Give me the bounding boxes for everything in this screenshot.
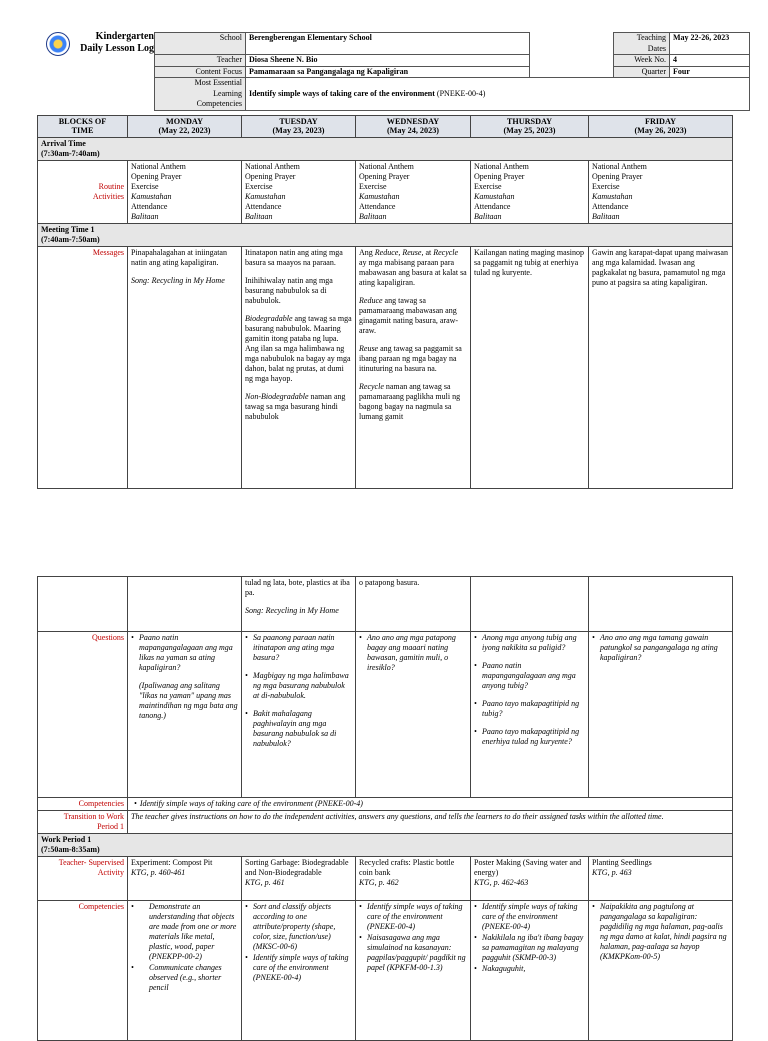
header-table-wrap <box>0 32 768 111</box>
messages-wednesday: Ang Reduce, Reuse, at Recycle ay mga mabisang paraan para mabawasan ang basura at kalat sa ating kapaligiran. Reduce ang tawag sa pamamaraang mabawasan ang ginagamit nating basura, araw-araw. Reuse ang tawag sa paggamit sa ibang paraan ng mga bagay na itinuturing na basura na. Recycle naman ang tawag sa pamamaraang paglikha muli ng bagong bagay na nagmula sa lumang gamit <box>356 246 471 488</box>
questions-monday: • Paano natin mapangangalagaan ang mga likas na yaman sa ating kapaligiran? (Ipaliwanag ang salitang "likas na yaman" upang mas maintindihan ng mga bata ang tanong.) <box>128 632 242 798</box>
routine-item: Balitaan <box>359 211 387 221</box>
routine-list-tuesday <box>242 160 356 223</box>
routine-item: National Anthem <box>474 161 529 171</box>
activity-thursday: Poster Making (Saving water and energy) KTG, p. 462-463 <box>471 857 589 901</box>
routine-item: Opening Prayer <box>359 171 410 181</box>
competencies-text: • Identify simple ways of taking care of the environment (PNEKE-00-4) <box>128 798 733 811</box>
transition-row <box>38 811 733 834</box>
messages-continued-row <box>38 577 733 632</box>
list-item: • Identify simple ways of taking care of the environment (PNEKE-00-4) <box>245 953 352 983</box>
dates-value: May 22-26, 2023 <box>670 33 750 55</box>
routine-item: Kamustahan <box>592 191 633 201</box>
list-item: • Naipakikita ang pagtulong at pangangalaga sa kapaligiran: pagdidilig ng mga halaman, pag-aalis ng mga damo at kalat, hindi pagsira ng halaman, pag-aalaga sa hayop (KMKPKom-00-5) <box>592 902 729 962</box>
list-item: • Nakikilala ng iba't ibang bagay sa pamamagitan ng malayang pagguhit (SKMP-00-3) <box>474 933 585 963</box>
competencies-work-label: Competencies <box>38 901 128 1041</box>
header-table: School Berengberengan Elementary School Teaching Dates May 22-26, 2023 Teacher Diosa Sheene N. Bio Week No. 4 Content Focus Pamamaraan sa Pangangalaga ng Kapaligiran Quarter Four Most Essential Learning Competencies Identify simple ways of taking care of the environment (PNEKE-00-4) <box>154 32 750 111</box>
list-item: • Demonstrate an understanding that objects are made from one or more materials like metal, plastic, wood, paper (PNEKPP-00-2) <box>131 902 238 962</box>
activity-wednesday: Recycled crafts: Plastic bottle coin bank KTG, p. 462 <box>356 857 471 901</box>
list-item: • Sa paanong paraan natin itinatapon ang ating mga basura? <box>245 633 352 663</box>
competencies-row <box>38 798 733 811</box>
messages-thursday: Kailangan nating maging masinop sa paggamit ng tubig at enerhiya tulad ng kuryente. <box>471 246 589 488</box>
questions-row <box>38 632 733 798</box>
routine-item: Exercise <box>359 181 387 191</box>
routine-item: Kamustahan <box>245 191 286 201</box>
competencies-wednesday <box>356 901 471 1041</box>
list-item: • Nakaguguhit, <box>474 964 585 974</box>
questions-wednesday <box>356 632 471 798</box>
competencies-thursday <box>471 901 589 1041</box>
messages-tuesday: Itinatapon natin ang ating mga basura sa maayos na paraan. Inihihiwalay natin ang mga basurang nabubulok sa di nabubulok. Biodegradable ang tawag sa mga basurang nabubulok. Maaring gamitin itong pataba ng lupa. Ang ilan sa mga halimbawa ng mga nabubulok na bagay ay mga dahon, balat ng prutas, at dumi ng mga hayop. Non-Biodegradable naman ang tawag sa mga basurang hindi nabubulok <box>242 246 356 488</box>
messages-monday: Pinapahalagahan at iniingatan natin ang ating kapaligiran. Song: Recycling in My Home <box>128 246 242 488</box>
mel-label: Most Essential Learning Competencies <box>155 78 246 111</box>
monday-header: MONDAY (May 22, 2023) <box>128 116 242 138</box>
messages-friday: Gawin ang karapat-dapat upang maiwasan ang mga kalamidad. Iwasan ang pagkakalat ng basura, pamamutol ng mga puno at pagsira sa ating kapaligiran. <box>589 246 733 488</box>
list-item: • Bakit mahalagang paghiwalayin ang mga basurang nabubulok sa di nabubulok? <box>245 709 352 749</box>
friday-header: FRIDAY (May 26, 2023) <box>589 116 733 138</box>
routine-item: Kamustahan <box>474 191 515 201</box>
list-item: • Anong mga anyong tubig ang iyong nakikita sa paligid? <box>474 633 585 653</box>
teacher-value: Diosa Sheene N. Bio <box>246 55 530 67</box>
lesson-table-page1 <box>0 115 768 489</box>
tuesday-header: TUESDAY (May 23, 2023) <box>242 116 356 138</box>
transition-text: The teacher gives instructions on how to do the independent activities, answers any questions, and tells the learners to do their assigned tasks within the allotted time. <box>128 811 733 834</box>
teacher-supervised-label: Teacher- Supervised Activity <box>38 857 128 901</box>
competencies-tuesday <box>242 901 356 1041</box>
arrival-time-band: Arrival Time (7:30am-7:40am) <box>38 137 733 160</box>
routine-list-thursday <box>471 160 589 223</box>
list-item: • Naisasagawa ang mga simulainod na kasanayan: pagpilas/paggupit/ pagdikit ng papel (KPKFM-00-1.3) <box>359 933 467 973</box>
messages-tuesday-cont: tulad ng lata, bote, plastics at iba pa. Song: Recycling in My Home <box>242 577 356 632</box>
blocks-of-time-header: BLOCKS OF TIME <box>38 116 128 138</box>
routine-item: Attendance <box>592 201 629 211</box>
thursday-header: THURSDAY (May 25, 2023) <box>471 116 589 138</box>
routine-item: Exercise <box>474 181 502 191</box>
competencies-friday <box>589 901 733 1041</box>
lesson-table-page2 <box>0 576 768 1041</box>
list-item: • Paano natin mapangangalagaan ang mga anyong tubig? <box>474 661 585 691</box>
routine-item: Balitaan <box>245 211 273 221</box>
list-item: • Paano tayo makapagtitipid ng enerhiya tulad ng kuryente? <box>474 727 585 747</box>
routine-item: National Anthem <box>245 161 300 171</box>
day-header-row <box>38 116 733 138</box>
list-item: • Sort and classify objects according to one attribute/property (shape, color, size, function/use) (MKSC-00-6) <box>245 902 352 952</box>
competencies-monday <box>128 901 242 1041</box>
routine-item: Opening Prayer <box>474 171 525 181</box>
routine-item: Balitaan <box>592 211 620 221</box>
messages-wednesday-cont: o patapong basura. <box>356 577 471 632</box>
list-item: • Paano tayo makapagtitipid ng tubig? <box>474 699 585 719</box>
content-focus-value: Pamamaraan sa Pangangalaga ng Kapaligiran <box>246 66 530 78</box>
routine-item: Balitaan <box>474 211 502 221</box>
mel-value: Identify simple ways of taking care of the environment (PNEKE-00-4) <box>246 78 750 111</box>
lesson-grid-continued <box>37 576 733 1041</box>
routine-item: Attendance <box>474 201 511 211</box>
routine-item: Attendance <box>131 201 168 211</box>
routine-item: National Anthem <box>359 161 414 171</box>
list-item: • Ano ano ang mga tamang gawain patungkol sa pangangalaga ng ating kapaligiran? <box>592 633 729 663</box>
activity-tuesday: Sorting Garbage: Biodegradable and Non-Biodegradable KTG, p. 461 <box>242 857 356 901</box>
routine-item: Exercise <box>131 181 159 191</box>
form-title: Kindergarten Daily Lesson Log <box>80 31 154 54</box>
routine-item: National Anthem <box>592 161 647 171</box>
routine-activities-row <box>38 160 733 223</box>
activity-monday: Experiment: Compost Pit KTG, p. 460-461 <box>128 857 242 901</box>
routine-list-friday <box>589 160 733 223</box>
activity-friday: Planting Seedlings KTG, p. 463 <box>589 857 733 901</box>
questions-label: Questions <box>38 632 128 798</box>
routine-item: Exercise <box>245 181 273 191</box>
routine-item: National Anthem <box>131 161 186 171</box>
lesson-grid <box>37 115 733 489</box>
questions-friday <box>589 632 733 798</box>
messages-label: Messages <box>38 246 128 488</box>
routine-item: Attendance <box>245 201 282 211</box>
competencies-label: Competencies <box>38 798 128 811</box>
list-item: • Ano ano ang mga patapong bagay ang maaari nating bawasan, gamitin muli, o iresiklo? <box>359 633 467 673</box>
work-period-band: Work Period 1 (7:50am-8:35am) <box>38 834 733 857</box>
routine-item: Opening Prayer <box>592 171 643 181</box>
messages-row <box>38 246 733 488</box>
routine-item: Attendance <box>359 201 396 211</box>
routine-item: Opening Prayer <box>245 171 296 181</box>
list-item: • Identify simple ways of taking care of the environment (PNEKE-00-4) <box>474 902 585 932</box>
list-item: • Identify simple ways of taking care of the environment (PNEKE-00-4) <box>359 902 467 932</box>
routine-list-monday <box>128 160 242 223</box>
questions-tuesday <box>242 632 356 798</box>
meeting-time-band: Meeting Time 1 (7:40am-7:50am) <box>38 223 733 246</box>
routine-activities-label: Routine Activities <box>38 160 128 223</box>
questions-thursday <box>471 632 589 798</box>
list-item: • Communicate changes observed (e.g., shorter pencil <box>131 963 238 993</box>
list-item: • Magbigay ng mga halimbawa ng mga basurang nabubulok at di-nabubulok. <box>245 671 352 701</box>
routine-item: Exercise <box>592 181 620 191</box>
week-value: 4 <box>670 55 750 67</box>
competencies-work-row <box>38 901 733 1041</box>
transition-label: Transition to Work Period 1 <box>38 811 128 834</box>
wednesday-header: WEDNESDAY (May 24, 2023) <box>356 116 471 138</box>
school-value: Berengberengan Elementary School <box>246 33 530 55</box>
quarter-value: Four <box>670 66 750 78</box>
routine-item: Balitaan <box>131 211 159 221</box>
teacher-supervised-row <box>38 857 733 901</box>
routine-item: Kamustahan <box>359 191 400 201</box>
routine-item: Opening Prayer <box>131 171 182 181</box>
routine-item: Kamustahan <box>131 191 172 201</box>
routine-list-wednesday <box>356 160 471 223</box>
